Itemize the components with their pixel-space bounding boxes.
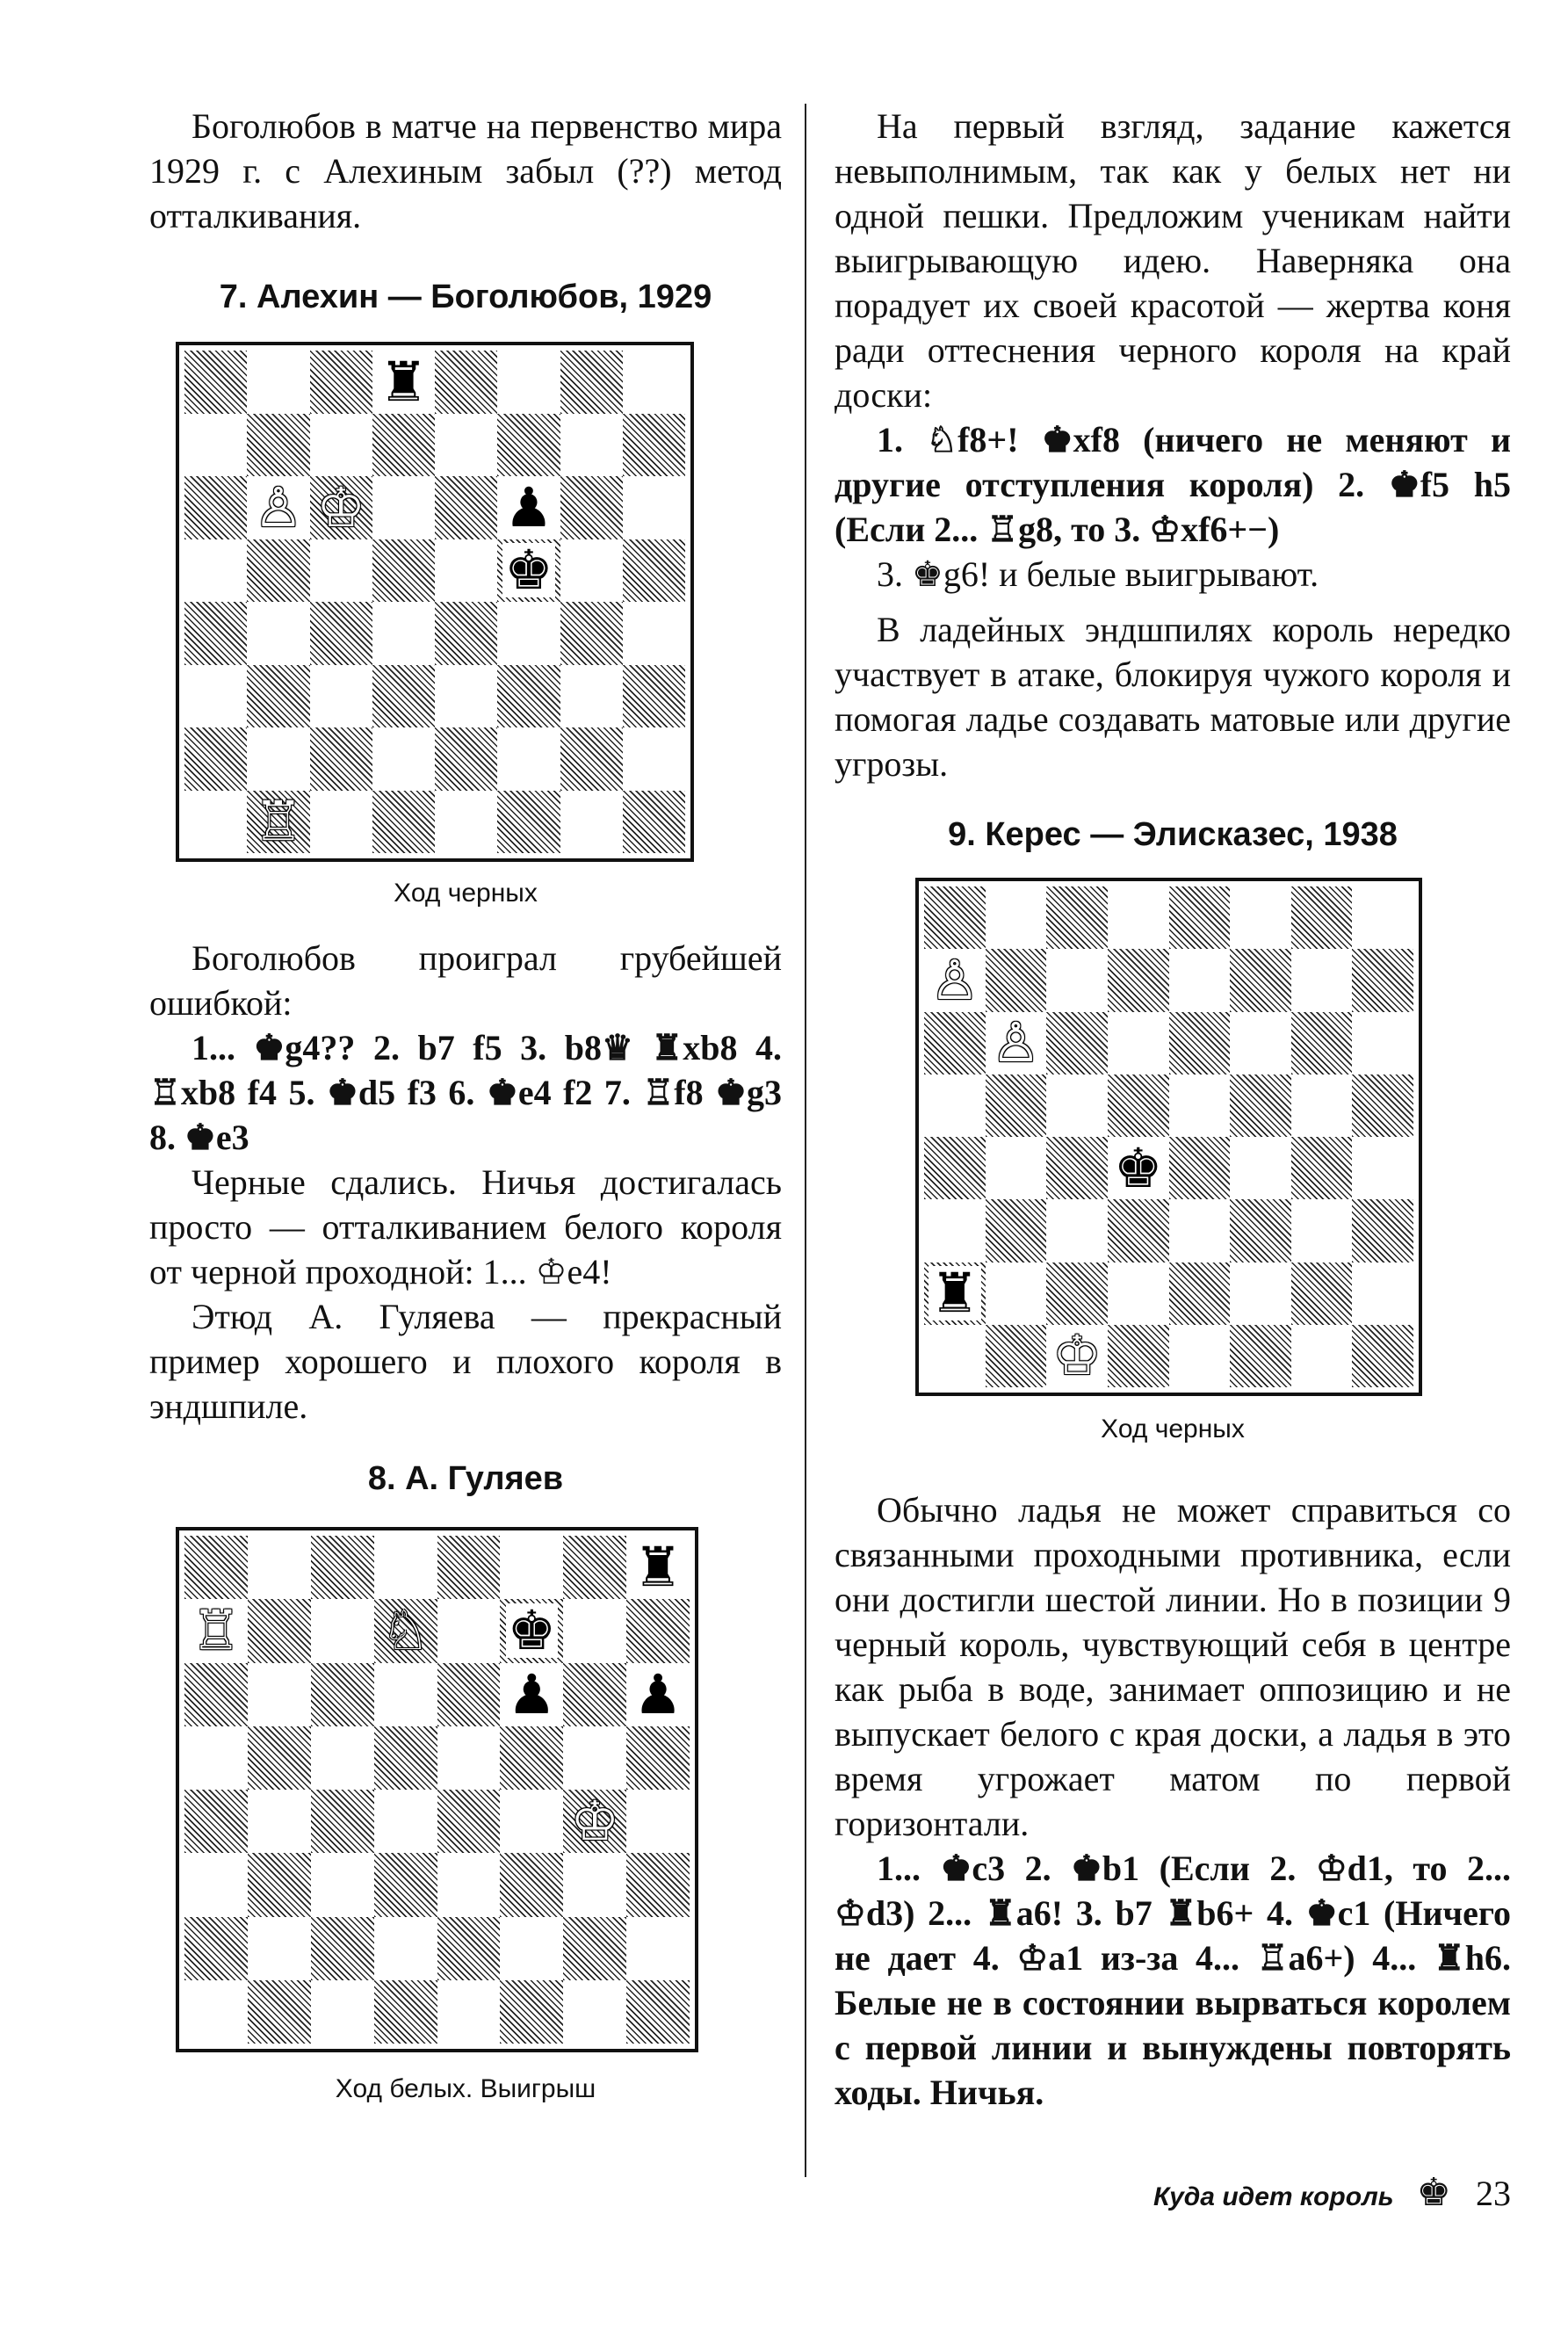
square-h2	[626, 1917, 690, 1980]
piece-g4: ♔	[570, 1789, 619, 1854]
left-column	[149, 104, 782, 2107]
square-h4	[1352, 1137, 1413, 1199]
right-para-1: На первый взгляд, задание кажется невыполнимым, так как у белых нет ни одной пешки. Предложим ученикам найти выигрывающую идею. Наверняка она порадует их своей красотой — жертва коня ради оттеснения черного короля на край доски:	[835, 106, 1511, 415]
square-a1	[184, 1980, 248, 2044]
piece-c6: ♔	[316, 474, 365, 539]
right-para-2: В ладейных эндшпилях король нередко участвует в атаке, блокируя чужого короля и помогая ладье создавать матовые или другие угрозы.	[835, 610, 1511, 784]
square-a8	[184, 1536, 248, 1599]
square-g8	[560, 351, 623, 414]
square-g6	[560, 476, 623, 539]
square-b2	[986, 1263, 1047, 1325]
square-h3	[1352, 1199, 1413, 1262]
square-h5	[623, 539, 685, 603]
chess-board-8	[176, 1527, 698, 2052]
square-g7	[563, 1599, 626, 1662]
square-g4	[560, 602, 623, 665]
piece-h8: ♜	[633, 1535, 683, 1600]
piece-f6: ♟	[507, 1661, 557, 1726]
square-c4	[311, 1790, 374, 1853]
square-d2	[1108, 1263, 1169, 1325]
left-para-2: Боголюбов проиграл грубейшей ошибкой:	[149, 938, 782, 1023]
square-b3	[247, 665, 309, 728]
square-e7	[1169, 949, 1231, 1011]
right-para-3: Обычно ладья не может справиться со связанными проходными противника, если они достигли шестой линии. Но в позиции 9 черный король, чувствующий себя в центре как рыба в воде, занимает оппозицию и не выпускает белого с края доски, а ладья в это время угрожает матом по первой горизонтали.	[835, 1490, 1511, 1843]
square-d2	[374, 1917, 437, 1980]
square-b5	[247, 539, 309, 603]
square-d1	[1108, 1325, 1169, 1387]
square-g3	[563, 1853, 626, 1916]
square-d2	[372, 727, 435, 791]
square-h5	[1352, 1074, 1413, 1137]
square-a8	[184, 351, 247, 414]
square-d7	[372, 414, 435, 477]
moves-study-8	[835, 417, 1511, 552]
square-d3	[1108, 1199, 1169, 1262]
square-f6	[497, 476, 560, 539]
square-d1	[372, 791, 435, 854]
diagram-8-title: 8. А. Гуляев	[367, 1460, 564, 1497]
piece-f7: ♚	[507, 1598, 557, 1663]
square-f5	[497, 539, 560, 603]
square-h6	[626, 1663, 690, 1726]
square-b1	[248, 1980, 311, 2044]
square-d4	[1108, 1137, 1169, 1199]
moves-study-8-text: 1. ♘f8+! ♚xf8 (ничего не меняют и другие отступления короля) 2. ♚f5 h5 (Если 2... ♖g8, то 3. ♔xf6+−)	[835, 420, 1511, 549]
square-b5	[248, 1726, 311, 1790]
square-e4	[1169, 1137, 1231, 1199]
square-f3	[500, 1853, 563, 1916]
square-h1	[626, 1980, 690, 2044]
square-d8	[374, 1536, 437, 1599]
square-f2	[1230, 1263, 1291, 1325]
square-g5	[1291, 1074, 1353, 1137]
square-f4	[497, 602, 560, 665]
square-h6	[1352, 1012, 1413, 1074]
square-f3	[497, 665, 560, 728]
square-a7	[184, 1599, 248, 1662]
square-b7	[248, 1599, 311, 1662]
diagram-7-title: 7. Алехин — Боголюбов, 1929	[219, 279, 712, 315]
square-b2	[247, 727, 309, 791]
square-d8	[372, 351, 435, 414]
square-a4	[184, 602, 247, 665]
square-h1	[623, 791, 685, 854]
square-e2	[435, 727, 497, 791]
square-f8	[500, 1536, 563, 1599]
square-g2	[1291, 1263, 1353, 1325]
square-h3	[623, 665, 685, 728]
diagram-8-caption: Ход белых. Выигрыш	[335, 2074, 596, 2103]
square-h8	[1352, 886, 1413, 949]
square-c7	[310, 414, 372, 477]
square-e8	[437, 1536, 501, 1599]
square-c5	[311, 1726, 374, 1790]
square-a3	[184, 1853, 248, 1916]
square-h7	[626, 1599, 690, 1662]
square-b7	[986, 949, 1047, 1011]
square-e6	[435, 476, 497, 539]
square-f4	[1230, 1137, 1291, 1199]
square-g7	[1291, 949, 1353, 1011]
square-d4	[372, 602, 435, 665]
square-g7	[560, 414, 623, 477]
page-footer	[1153, 2170, 1511, 2215]
square-b6	[986, 1012, 1047, 1074]
right-column	[835, 104, 1511, 2115]
square-e3	[1169, 1199, 1231, 1262]
square-g4	[563, 1790, 626, 1853]
square-h3	[626, 1853, 690, 1916]
square-a2	[924, 1263, 986, 1325]
square-c6	[1046, 1012, 1108, 1074]
piece-a7: ♖	[191, 1598, 241, 1663]
square-a6	[184, 1663, 248, 1726]
square-d5	[374, 1726, 437, 1790]
square-d5	[1108, 1074, 1169, 1137]
square-h1	[1352, 1325, 1413, 1387]
square-e3	[435, 665, 497, 728]
square-e5	[437, 1726, 501, 1790]
piece-c1: ♔	[1052, 1323, 1102, 1388]
square-b1	[247, 791, 309, 854]
square-g1	[563, 1980, 626, 2044]
square-a4	[924, 1137, 986, 1199]
square-b4	[248, 1790, 311, 1853]
square-f7	[1230, 949, 1291, 1011]
square-f8	[1230, 886, 1291, 949]
piece-b1: ♖	[254, 789, 303, 854]
square-b8	[247, 351, 309, 414]
square-b2	[248, 1917, 311, 1980]
moves-game-9: 1... ♚c3 2. ♚b1 (Если 2. ♔d1, то 2... ♔d3) 2... ♜a6! 3. b7 ♜b6+ 4. ♚c1 (Ничего не дает 4. ♔a1 из-за 4... ♖a6+) 4... ♜h6. Белые не в состоянии вырваться королем с первой линии и вынуждены повторять ходы. Ничья.	[835, 1849, 1511, 2112]
square-e1	[435, 791, 497, 854]
square-b8	[986, 886, 1047, 949]
square-e5	[435, 539, 497, 603]
square-b4	[986, 1137, 1047, 1199]
square-f1	[1230, 1325, 1291, 1387]
square-c1	[1046, 1325, 1108, 1387]
square-h8	[623, 351, 685, 414]
square-e4	[435, 602, 497, 665]
square-a5	[924, 1074, 986, 1137]
square-d3	[372, 665, 435, 728]
square-a5	[184, 1726, 248, 1790]
square-d6	[374, 1663, 437, 1726]
square-f6	[1230, 1012, 1291, 1074]
square-e7	[435, 414, 497, 477]
square-c6	[310, 476, 372, 539]
square-g3	[560, 665, 623, 728]
square-a3	[924, 1199, 986, 1262]
square-h7	[1352, 949, 1413, 1011]
square-h4	[623, 602, 685, 665]
square-c8	[1046, 886, 1108, 949]
square-c6	[311, 1663, 374, 1726]
square-e5	[1169, 1074, 1231, 1137]
square-a8	[924, 886, 986, 949]
square-c4	[1046, 1137, 1108, 1199]
square-e2	[1169, 1263, 1231, 1325]
square-b8	[248, 1536, 311, 1599]
moves-game-7: 1... ♚g4?? 2. b7 f5 3. b8♛ ♜xb8 4. ♖xb8 f4 5. ♚d5 f3 6. ♚e4 f2 7. ♖f8 ♚g3 8. ♚e3	[149, 1028, 782, 1157]
moves-study-8-end: 3. ♚g6! и белые выигрывают.	[877, 554, 1319, 594]
square-d1	[374, 1980, 437, 2044]
square-f5	[1230, 1074, 1291, 1137]
square-h7	[623, 414, 685, 477]
square-e7	[437, 1599, 501, 1662]
square-h6	[623, 476, 685, 539]
square-e2	[437, 1917, 501, 1980]
square-g8	[563, 1536, 626, 1599]
square-a2	[184, 1917, 248, 1980]
square-b7	[247, 414, 309, 477]
square-a3	[184, 665, 247, 728]
square-g8	[1291, 886, 1353, 949]
square-e1	[1169, 1325, 1231, 1387]
square-e8	[435, 351, 497, 414]
square-c5	[310, 539, 372, 603]
diagram-9-title: 9. Керес — Элисказес, 1938	[948, 816, 1398, 853]
square-d7	[1108, 949, 1169, 1011]
square-g1	[1291, 1325, 1353, 1387]
square-a6	[184, 476, 247, 539]
piece-b6: ♙	[991, 1010, 1041, 1075]
square-c7	[311, 1599, 374, 1662]
square-d4	[374, 1790, 437, 1853]
square-c3	[310, 665, 372, 728]
square-f7	[497, 414, 560, 477]
square-c4	[310, 602, 372, 665]
square-e6	[1169, 1012, 1231, 1074]
square-f1	[497, 791, 560, 854]
square-a2	[184, 727, 247, 791]
square-c2	[310, 727, 372, 791]
square-c5	[1046, 1074, 1108, 1137]
square-f2	[500, 1917, 563, 1980]
square-f5	[500, 1726, 563, 1790]
square-g6	[1291, 1012, 1353, 1074]
square-a4	[184, 1790, 248, 1853]
square-c7	[1046, 949, 1108, 1011]
square-a5	[184, 539, 247, 603]
column-divider	[805, 104, 806, 2177]
diagram-9-caption: Ход черных	[1101, 1414, 1245, 1443]
square-d5	[372, 539, 435, 603]
square-h5	[626, 1726, 690, 1790]
chess-board-7	[176, 342, 694, 862]
square-g2	[560, 727, 623, 791]
square-c3	[311, 1853, 374, 1916]
square-g5	[560, 539, 623, 603]
diagram-7-caption: Ход черных	[394, 879, 538, 908]
left-para-3: Черные сдались. Ничья достигалась просто — отталкиванием белого короля от черной проходной: 1... ♔e4!	[149, 1162, 782, 1292]
square-c8	[311, 1536, 374, 1599]
square-d3	[374, 1853, 437, 1916]
piece-f6: ♟	[504, 474, 553, 539]
square-c2	[311, 1917, 374, 1980]
square-b6	[247, 476, 309, 539]
square-d8	[1108, 886, 1169, 949]
square-g6	[563, 1663, 626, 1726]
square-f7	[500, 1599, 563, 1662]
square-c8	[310, 351, 372, 414]
square-e8	[1169, 886, 1231, 949]
square-a6	[924, 1012, 986, 1074]
square-c2	[1046, 1263, 1108, 1325]
square-b4	[247, 602, 309, 665]
square-b1	[986, 1325, 1047, 1387]
piece-d7: ♘	[380, 1598, 430, 1663]
square-h2	[1352, 1263, 1413, 1325]
square-g4	[1291, 1137, 1353, 1199]
square-h2	[623, 727, 685, 791]
square-g2	[563, 1917, 626, 1980]
square-c3	[1046, 1199, 1108, 1262]
square-f3	[1230, 1199, 1291, 1262]
square-e6	[437, 1663, 501, 1726]
square-c1	[311, 1980, 374, 2044]
piece-b6: ♙	[254, 474, 303, 539]
piece-d4: ♚	[1113, 1135, 1163, 1200]
square-g5	[563, 1726, 626, 1790]
square-g3	[1291, 1199, 1353, 1262]
square-a1	[924, 1325, 986, 1387]
square-c1	[310, 791, 372, 854]
square-b3	[248, 1853, 311, 1916]
square-b5	[986, 1074, 1047, 1137]
square-b6	[248, 1663, 311, 1726]
left-para-4: Этюд А. Гуляева — прекрасный пример хорошего и плохого короля в эндшпиле.	[149, 1297, 782, 1426]
piece-f5: ♚	[504, 538, 553, 603]
square-e3	[437, 1853, 501, 1916]
piece-d8: ♜	[379, 349, 429, 414]
piece-a2: ♜	[930, 1261, 979, 1326]
chess-board-9	[915, 878, 1422, 1396]
square-a7	[184, 414, 247, 477]
square-d7	[374, 1599, 437, 1662]
square-h8	[626, 1536, 690, 1599]
square-d6	[1108, 1012, 1169, 1074]
piece-a7: ♙	[930, 947, 979, 1012]
square-a7	[924, 949, 986, 1011]
running-title: Куда идет король	[1153, 2182, 1394, 2211]
left-para-1: Боголюбов в матче на первенство мира 1929 г. с Алехиным забыл (??) метод отталкивания.	[149, 106, 782, 235]
square-f4	[500, 1790, 563, 1853]
square-f6	[500, 1663, 563, 1726]
square-e4	[437, 1790, 501, 1853]
piece-h6: ♟	[633, 1661, 683, 1726]
square-g1	[560, 791, 623, 854]
square-a1	[184, 791, 247, 854]
king-icon: ♚	[1416, 2170, 1451, 2215]
square-f1	[500, 1980, 563, 2044]
square-e1	[437, 1980, 501, 2044]
square-f8	[497, 351, 560, 414]
square-b3	[986, 1199, 1047, 1262]
square-d6	[372, 476, 435, 539]
page-number: 23	[1476, 2174, 1511, 2213]
square-f2	[497, 727, 560, 791]
square-h4	[626, 1790, 690, 1853]
